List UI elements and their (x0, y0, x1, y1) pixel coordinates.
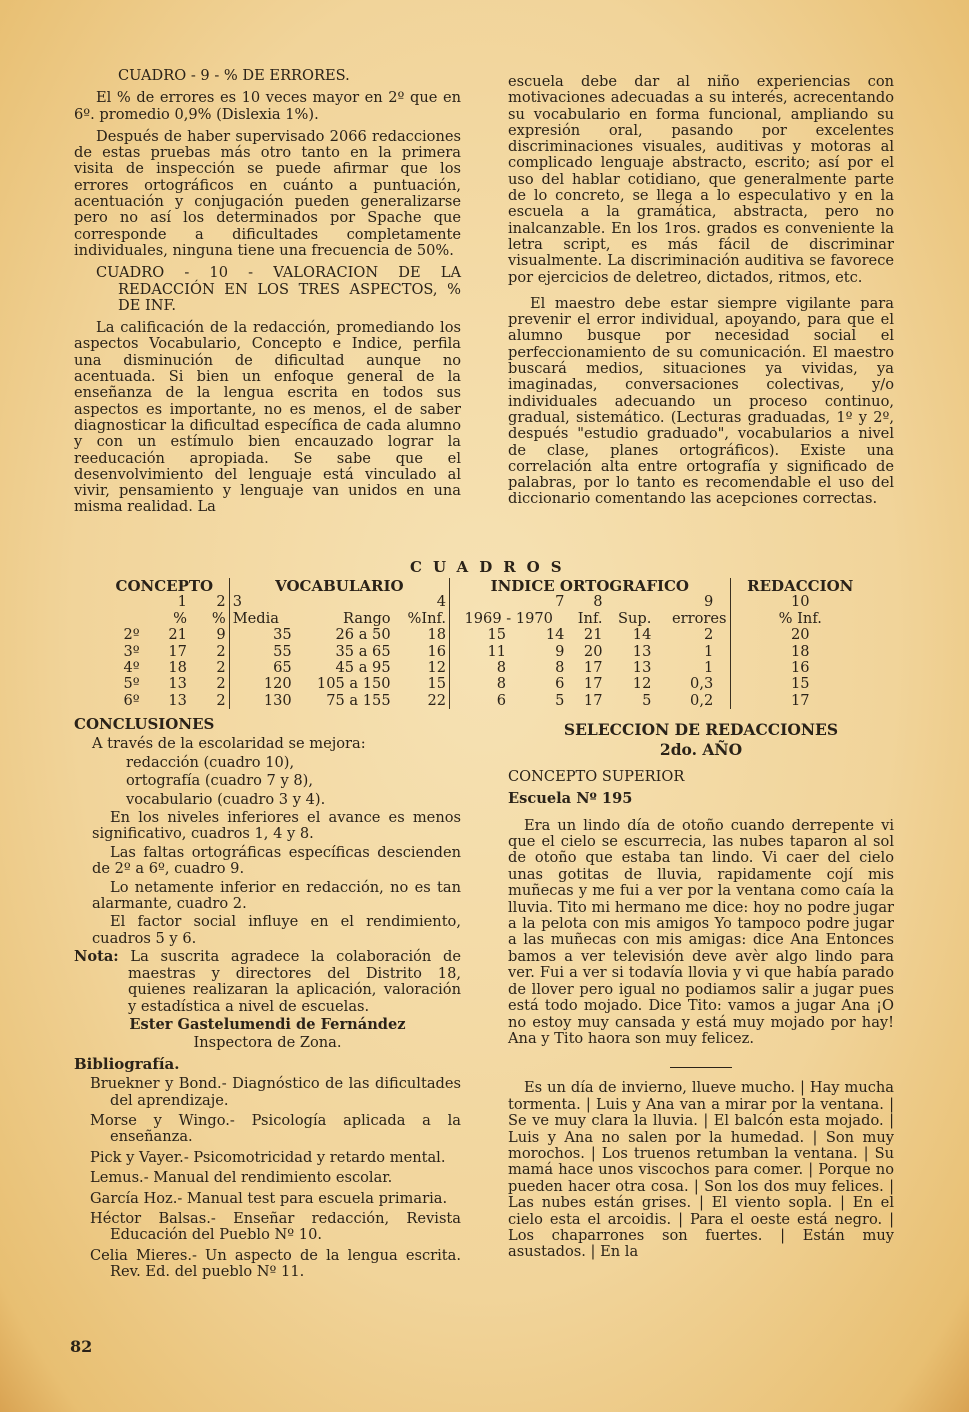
table-body (100, 627, 870, 709)
table-row (100, 627, 870, 643)
col-header: Media (229, 611, 295, 627)
col-header: Rango (343, 609, 391, 627)
col-number: 7 (555, 593, 565, 611)
table-cell-inf: 17 (583, 691, 603, 709)
conclusion-item: ortografía (cuadro 7 y 8), (126, 772, 313, 790)
table-cell-c2: 2 (216, 675, 226, 693)
seleccion-year: 2do. AÑO (659, 740, 743, 760)
table-cell-media: 120 (229, 676, 295, 692)
col-number: 10 (730, 594, 870, 610)
table-cell-y1969: 6 (450, 693, 510, 709)
table-cell-media: 55 (229, 644, 295, 660)
table-cell-sup: 12 (632, 675, 652, 693)
bibliografia-list (74, 1076, 461, 1280)
table-cell-c2: 9 (216, 626, 226, 644)
group-concepto: CONCEPTO (115, 577, 214, 595)
table-cell-err: 0,3 (690, 675, 714, 693)
table-cell-red: 15 (730, 676, 870, 692)
conclusion-intro: A través de la escolaridad se mejora: (92, 735, 366, 753)
table-cell-err: 2 (703, 626, 714, 644)
table-cell-inf: 17 (583, 659, 603, 677)
table-cell-c2: 2 (216, 659, 226, 677)
col-number: 2 (216, 593, 226, 611)
table-cell-red: 16 (730, 660, 870, 676)
seleccion-title: SELECCION DE REDACCIONES (563, 720, 839, 739)
right-column (508, 74, 894, 514)
group-vocabulario: VOCABULARIO (229, 578, 449, 594)
table-cell-sup: 13 (632, 642, 652, 660)
table-cell-y1970: 9 (555, 642, 565, 660)
table-cell-media: 130 (229, 693, 295, 709)
table-number-row (100, 594, 870, 610)
composition-text: Es un día de invierno, llueve mucho. | Hay mucha tormenta. | Luis y Ana van a mirar por la ventana. | Se ve muy clara la lluvia. | El balcón esta mojado. | Luis y Ana no salen por la humedad. | Son muy morochos. | Los truenos retumban la ventana. | Su mamá hace unos viscochos para comer. | Porque no pueden hacer otra cosa. | Son los dos muy felices. | Las nubes están grises. | El viento sopla. | En el cielo esta el arcoidis. | Para el oeste está negro. | Los chaparrones son fuertes. | Están muy asustados. | En la (508, 1079, 894, 1261)
left-column (74, 68, 461, 522)
paragraph: escuela debe dar al niño experiencias con motivaciones adecuadas a su interés, acrecentando su vocabulario en forma funcional, ampliando su expresión oral, pasando por excelentes discriminaciones visuales, auditivas y motoras al complicado lenguaje abstracto, escrito; así por el uso del hablar cotidiano, que generalmente parte de lo concreto, se llega a lo especulativo y en la escuela a la gramática, abstracta, pero no inalcanzable. En los 1ros. grados es conveniente la letra script, es más fácil de discriminar visualmente. La discriminación auditiva se favorece por ejercicios de deletreo, dictados, ritmos, etc. (508, 73, 894, 286)
bibliography-item: Lemus.- Manual del rendimiento escolar. (90, 1169, 393, 1187)
seleccion-section (508, 722, 894, 1261)
table-cell-red: 20 (730, 627, 870, 643)
table-cell-inf4: 15 (427, 675, 447, 693)
table-cell-grade: 3º (123, 642, 140, 660)
signature-role: Inspectora de Zona. (193, 1034, 342, 1052)
table-cell-rango: 35 a 65 (335, 642, 391, 660)
col-header: Sup. (617, 609, 652, 627)
conclusion-item: redacción (cuadro 10), (126, 753, 295, 771)
col-number: 8 (593, 593, 603, 611)
table-cell-c1: 17 (168, 642, 187, 660)
table-cell-inf4: 22 (427, 691, 447, 709)
col-number: 4 (436, 593, 447, 611)
signature: Ester Gastelumendi de Fernández (129, 1015, 406, 1033)
conclusion-item: vocabulario (cuadro 3 y 4). (126, 790, 326, 808)
table-cell-y1969: 8 (450, 676, 510, 692)
table-cell-sup: 13 (632, 659, 652, 677)
col-header: % Inf. (730, 611, 870, 627)
table-cell-y1969: 8 (450, 660, 510, 676)
concepto-label: CONCEPTO SUPERIOR (508, 767, 685, 785)
paragraph: Después de haber supervisado 2066 redacciones de estas pruebas más otro tanto en la primera visita de inspección se puede afirmar que los errores ortográficos en cuánto a puntuación, acentuación y conjugación pueden generalizarse pero no así los determinados por Spache que corresponde a dificultades completamente individuales, ninguna tiene una frecuencia de 50%. (74, 127, 461, 259)
conclusion-point: Lo netamente inferior en redacción, no es tan alarmante, cuadro 2. (92, 878, 461, 913)
nota (74, 949, 461, 1015)
col-header: % (173, 609, 187, 627)
table-cell-y1969: 11 (450, 644, 510, 660)
cuadro-10-heading: CUADRO - 10 - VALORACION DE LA REDACCIÓN EN LOS TRES ASPECTOS, % DE INF. (96, 264, 461, 314)
table-cell-c1: 13 (168, 691, 187, 709)
table-cell-c1: 18 (168, 659, 187, 677)
table-cell-sup: 5 (642, 691, 652, 709)
bibliography-item: Bruekner y Bond.- Diagnóstico de las dificultades del aprendizaje. (90, 1075, 461, 1109)
table-cell-err: 1 (703, 659, 714, 677)
cuadros-title: CUADROS (410, 558, 573, 576)
divider (670, 1067, 732, 1068)
table-cell-err: 1 (703, 642, 714, 660)
table-cell-y1970: 6 (555, 675, 565, 693)
table-group-row (100, 578, 870, 594)
table-cell-media: 35 (229, 627, 295, 643)
table-row (100, 693, 870, 709)
table-cell-sup: 14 (632, 626, 652, 644)
paragraph: El % de errores es 10 veces mayor en 2º que en 6º. promedio 0,9% (Dislexia 1%). (74, 89, 461, 123)
table-cell-inf4: 18 (427, 626, 447, 644)
col-header: errores (672, 609, 727, 627)
table-row (100, 660, 870, 676)
table-cell-inf: 17 (583, 675, 603, 693)
table-cell-y1969: 15 (450, 627, 510, 643)
table-cell-y1970: 5 (555, 691, 565, 709)
col-header: % (211, 609, 226, 627)
page-number: 82 (70, 1337, 93, 1356)
bibliography-item: Morse y Wingo.- Psicología aplicada a la enseñanza. (90, 1111, 461, 1146)
bibliography-item: Celia Mieres.- Un aspecto de la lengua escrita. Rev. Ed. del pueblo Nº 11. (90, 1246, 461, 1281)
bibliografia-title: Bibliografía. (74, 1054, 180, 1073)
table-cell-c1: 21 (168, 626, 187, 644)
table-cell-rango: 75 a 155 (326, 691, 391, 709)
table-cell-inf: 21 (583, 626, 603, 644)
table-cell-inf: 20 (583, 642, 603, 660)
nota-label: Nota: (74, 948, 119, 966)
table-cell-rango: 26 a 50 (335, 626, 391, 644)
table-cell-c1: 13 (168, 675, 187, 693)
paragraph: El maestro debe estar siempre vigilante para prevenir el error individual, apoyando, para que el alumno busque por necesidad social el perfeccionamiento de su comunicación. El maestro buscará medios, situaciones ya vividas, ya imaginadas, conversaciones colectivas, y/o individuales adecuando un proceso continuo, gradual, sistemático. (Lecturas graduadas, 1º y 2º, después "estudio graduado", vocabularios a nivel de clase, planes ortográficos). Existe una correlación alta entre ortografía y significado de palabras, por lo tanto es recomendable el uso del diccionario comentando las acepciones correctas. (508, 294, 894, 508)
bibliography-item: Héctor Balsas.- Enseñar redacción, Revista Educación del Pueblo Nº 10. (90, 1209, 461, 1244)
table-cell-grade: 2º (123, 626, 140, 644)
conclusion-point: En los niveles inferiores el avance es menos significativo, cuadros 1, 4 y 8. (92, 809, 461, 843)
table-cell-c2: 2 (216, 642, 226, 660)
col-number: 1 (177, 593, 187, 611)
col-number: 9 (703, 593, 714, 611)
nota-text: La suscrita agradece la colaboración de maestras y directores del Distrito 18, quienes realizaran la aplicación, valoración y estadística a nivel de escuelas. (128, 948, 461, 1015)
table-cell-inf4: 12 (427, 659, 447, 677)
conclusiones-title: CONCLUSIONES (74, 715, 215, 733)
table-cell-grade: 4º (123, 659, 140, 677)
bibliography-item: García Hoz.- Manual test para escuela primaria. (90, 1189, 448, 1207)
composition-text: Era un lindo día de otoño cuando derrepente vi que el cielo se escurrecia, las nubes taparon al sol de otoño que estaba tan lindo. Vi caer del cielo unas gotitas de lluvia, rapidamente cojí mis muñecas y me fui a ver por la ventana como caía la lluvia. Tito mi hermano me dice: hoy no podre jugar a la pelota con mis amigos Yo tampoco podre jugar a las muñecas con mis amigas: dice Ana Entonces bamos a ver televisión deve avèr algo lindo para ver. Fui a ver si todavía llovia y vi que había parado de llover pero igual no podiamos salir a jugar pues está todo mojado. Dice Tito: vamos a jugar Ana ¡O no estoy muy cansada y está muy mojado por hay! Ana y Tito haora son muy felicez. (508, 816, 894, 1047)
escuela-label: Escuela Nº 195 (508, 790, 633, 808)
conclusion-point: El factor social influye en el rendimiento, cuadros 5 y 6. (92, 913, 461, 947)
table-row (100, 644, 870, 660)
col-header: 1969 - 1970 (450, 611, 568, 627)
paragraph: La calificación de la redacción, promediando los aspectos Vocabulario, Concepto e Indice, perfila una disminución de dificultad aunque no acentuada. Si bien un enfoque general de la enseñanza de la lengua escrita en todos sus aspectos es importante, no es menos, el de saber diagnosticar la dificultad específica de cada alumno y con un estímulo bien encauzado lograr la reeducación apropiada. Se sabe que el desenvolvimiento del lenguaje está vinculado al vivir, pensamiento y lenguaje van unidos en una misma realidad. La (74, 319, 461, 516)
cuadros-table (100, 578, 870, 709)
table-cell-c2: 2 (216, 691, 226, 709)
group-indice-ortografico: INDICE ORTOGRAFICO (450, 578, 731, 594)
table-cell-rango: 45 a 95 (335, 659, 391, 677)
table-cell-inf4: 16 (427, 642, 447, 660)
table-cell-media: 65 (229, 660, 295, 676)
table-cell-rango: 105 a 150 (316, 675, 391, 693)
col-number: 3 (229, 594, 295, 610)
table-cell-red: 17 (730, 693, 870, 709)
col-header: %Inf. (407, 609, 447, 627)
table-cell-grade: 5º (123, 675, 140, 693)
table-cell-grade: 6º (123, 691, 140, 709)
table-subheader-row (100, 611, 870, 627)
table-cell-red: 18 (730, 644, 870, 660)
conclusiones-section (74, 716, 461, 1285)
bibliography-item: Pick y Vayer.- Psicomotricidad y retardo mental. (90, 1148, 446, 1166)
group-redaccion: REDACCION (730, 578, 870, 594)
table-cell-err: 0,2 (690, 691, 714, 709)
conclusion-point: Las faltas ortográficas específicas descienden de 2º a 6º, cuadro 9. (92, 843, 461, 878)
col-header: Inf. (577, 609, 603, 627)
table-cell-y1970: 8 (555, 659, 565, 677)
table-row (100, 676, 870, 692)
table-cell-y1970: 14 (545, 626, 565, 644)
cuadro-9-heading: CUADRO - 9 - % DE ERRORES. (118, 67, 350, 84)
